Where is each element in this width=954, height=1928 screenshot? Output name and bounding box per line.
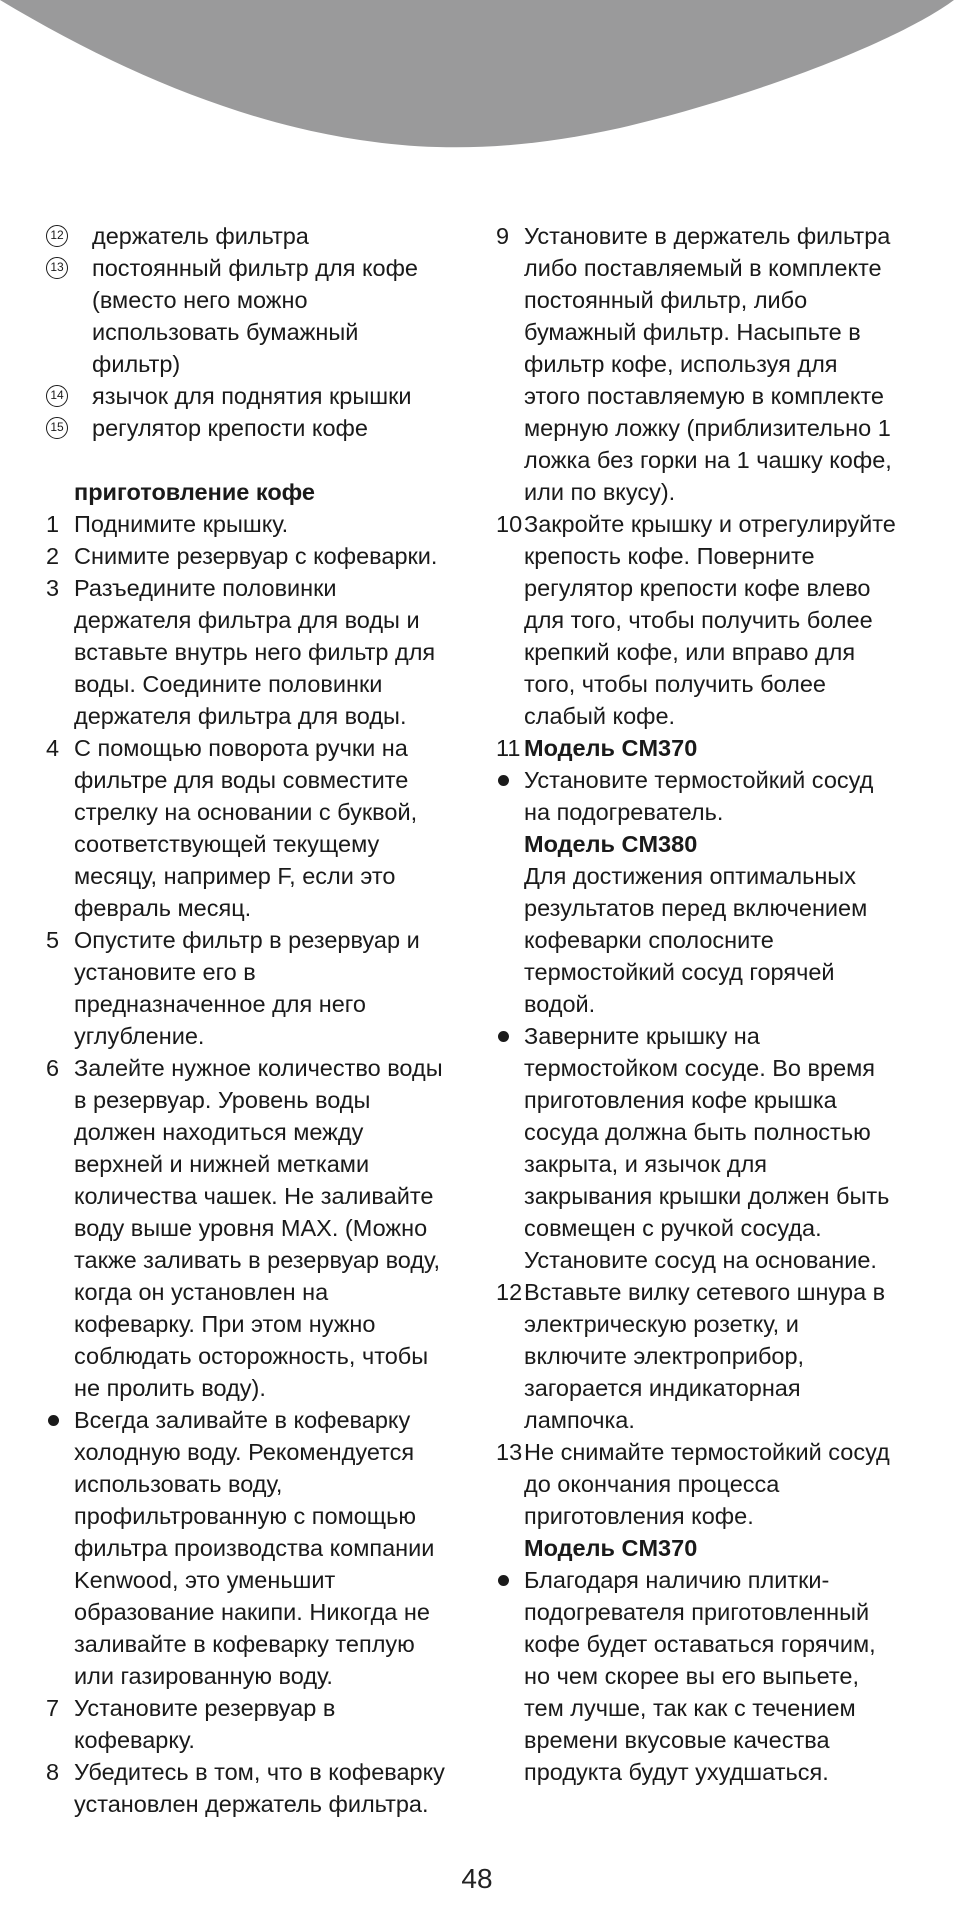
circled-number: 14 — [46, 385, 68, 407]
text-line: слабый кофе. — [524, 703, 676, 729]
step-number: 4 — [46, 735, 60, 761]
text-line: фильтр кофе, используя для — [524, 351, 838, 377]
text-line: образование накипи. Никогда не — [74, 1599, 430, 1625]
text-line: закрывания крышки должен быть — [524, 1183, 890, 1209]
text-line: стрелку на основании с буквой, — [74, 799, 418, 825]
right-column — [496, 220, 916, 1788]
text-line: февраль месяц. — [74, 895, 252, 921]
text-line: Убедитесь в том, что в кофеварку — [74, 1759, 445, 1785]
numbered-step — [46, 540, 466, 572]
numbered-step — [496, 1436, 916, 1532]
left-column — [46, 220, 466, 1820]
text-line: сосуда должна быть полностью — [524, 1119, 871, 1145]
text-line: включите электроприбор, — [524, 1343, 805, 1369]
text-line: для того, чтобы получить более — [524, 607, 873, 633]
step-number: 10 — [496, 511, 523, 537]
text-line: загорается индикаторная — [524, 1375, 801, 1401]
text-line: крепость кофе. Поверните — [524, 543, 815, 569]
text-line: Опустите фильтр в резервуар и — [74, 927, 420, 953]
numbered-step — [46, 1692, 466, 1756]
text-line: бумажный фильтр. Насыпьте в — [524, 319, 861, 345]
text-line: в резервуар. Уровень воды — [74, 1087, 371, 1113]
bullet-item — [496, 1564, 916, 1788]
text-line: количества чашек. Не заливайте — [74, 1183, 434, 1209]
header-wave-shape — [0, 0, 954, 147]
numbered-step — [46, 508, 466, 540]
step-number: 6 — [46, 1055, 60, 1081]
text-line: Kenwood, это уменьшит — [74, 1567, 336, 1593]
text-line: держатель фильтра — [92, 223, 309, 249]
step-number: 7 — [46, 1695, 60, 1721]
bullet-dot — [48, 1415, 59, 1426]
text-line: когда он установлен на — [74, 1279, 329, 1305]
bullet-dot — [498, 1031, 509, 1042]
text-line: использовать воду, — [74, 1471, 283, 1497]
text-line: установлен держатель фильтра. — [74, 1791, 429, 1817]
text-line: на подогреватель. — [524, 799, 724, 825]
text-line: Разъедините половинки — [74, 575, 337, 601]
text-line: приготовления кофе крышка — [524, 1087, 837, 1113]
text-line: продукта будут ухудшаться. — [524, 1759, 829, 1785]
step-number: 1 — [46, 511, 60, 537]
parts-list — [46, 220, 466, 444]
text-line: совмещен с ручкой сосуда. — [524, 1215, 822, 1241]
circled-number: 13 — [46, 257, 68, 279]
circled-number: 15 — [46, 417, 68, 439]
text-line: тем лучше, так как с течением — [524, 1695, 856, 1721]
bullet-item — [46, 1404, 466, 1692]
text-line: заливайте в кофеварку теплую — [74, 1631, 415, 1657]
text-line: фильтре для воды совместите — [74, 767, 409, 793]
right-steps — [496, 220, 916, 1788]
spacer — [46, 444, 466, 476]
text-line: Заверните крышку на — [524, 1023, 760, 1049]
bullet-item — [496, 764, 916, 828]
header-decorative-band — [0, 0, 954, 175]
text-line: Модель CM380 — [524, 831, 698, 857]
page-number: 48 — [461, 1863, 493, 1894]
text-line: Снимите резервуар с кофеварки. — [74, 543, 438, 569]
text-line: либо поставляемый в комплекте — [524, 255, 882, 281]
text-line: Модель CM370 — [524, 1535, 698, 1561]
text-line: приготовления кофе. — [524, 1503, 754, 1529]
text-line: держателя фильтра для воды и — [74, 607, 420, 633]
numbered-step — [496, 220, 916, 508]
text-line: Для достижения оптимальных — [524, 863, 856, 889]
text-line: постоянный фильтр, либо — [524, 287, 808, 313]
text-line: водой. — [524, 991, 596, 1017]
text-line: Установите в держатель фильтра — [524, 223, 891, 249]
parts-list-item — [46, 220, 466, 252]
text-line: Не снимайте термостойкий сосуд — [524, 1439, 890, 1465]
text-line: термостойкий сосуд горячей — [524, 959, 835, 985]
parts-list-item — [46, 252, 466, 380]
text-line: мерную ложку (приблизительно 1 — [524, 415, 891, 441]
text-line: должен находиться между — [74, 1119, 364, 1145]
parts-list-item — [46, 380, 466, 412]
text-line: воду выше уровня MAX. (Можно — [74, 1215, 428, 1241]
text-line: соответствующей текущему — [74, 831, 380, 857]
text-line: Установите термостойкий сосуд — [524, 767, 874, 793]
step-continuation — [496, 1532, 916, 1564]
text-line: профильтрованную с помощью — [74, 1503, 417, 1529]
text-line: Залейте нужное количество воды — [74, 1055, 443, 1081]
text-line: Установите сосуд на основание. — [524, 1247, 877, 1273]
text-line: подогревателя приготовленный — [524, 1599, 870, 1625]
step-number: 3 — [46, 575, 60, 601]
numbered-step — [496, 732, 916, 764]
step-continuation — [496, 828, 916, 860]
text-line: воды. Соедините половинки — [74, 671, 383, 697]
step-number: 11 — [496, 735, 521, 761]
bullet-dot — [498, 1575, 509, 1586]
text-line: Закройте крышку и отрегулируйте — [524, 511, 896, 537]
numbered-step — [46, 1052, 466, 1404]
step-continuation — [496, 860, 916, 1020]
parts-list-item — [46, 412, 466, 444]
text-line: предназначенное для него — [74, 991, 366, 1017]
text-line: Поднимите крышку. — [74, 511, 289, 537]
numbered-step — [496, 1276, 916, 1436]
text-line: ложка без горки на 1 чашку кофе, — [524, 447, 892, 473]
step-number: 13 — [496, 1439, 523, 1465]
text-line: Вставьте вилку сетевого шнура в — [524, 1279, 886, 1305]
text-line: держателя фильтра для воды. — [74, 703, 407, 729]
text-line: закрыта, и язычок для — [524, 1151, 768, 1177]
step-number: 2 — [46, 543, 60, 569]
text-line: кофеварку. При этом нужно — [74, 1311, 376, 1337]
numbered-step — [46, 924, 466, 1052]
text-line: фильтр) — [92, 351, 181, 377]
text-line: регулятор крепости кофе влево — [524, 575, 871, 601]
text-line: термостойком сосуде. Во время — [524, 1055, 876, 1081]
text-line: вставьте внутрь него фильтр для — [74, 639, 436, 665]
text-line: но чем скорее вы его выпьете, — [524, 1663, 860, 1689]
numbered-step — [46, 572, 466, 732]
numbered-step — [46, 1756, 466, 1820]
text-line: месяцу, например F, если это — [74, 863, 396, 889]
text-line: холодную воду. Рекомендуется — [74, 1439, 415, 1465]
circled-number: 12 — [46, 225, 68, 247]
text-line: крепкий кофе, или вправо для — [524, 639, 856, 665]
text-line: электрическую розетку, и — [524, 1311, 799, 1337]
text-line: установите его в — [74, 959, 256, 985]
text-line: или по вкусу). — [524, 479, 676, 505]
text-line: углубление. — [74, 1023, 205, 1049]
text-line: этого поставляемую в комплекте — [524, 383, 884, 409]
numbered-step — [46, 732, 466, 924]
section-heading: приготовление кофе — [74, 479, 315, 505]
text-line: верхней и нижней метками — [74, 1151, 370, 1177]
text-line: соблюдать осторожность, чтобы — [74, 1343, 429, 1369]
text-line: Установите резервуар в — [74, 1695, 336, 1721]
text-line: кофе будет оставаться горячим, — [524, 1631, 876, 1657]
text-line: (вместо него можно — [92, 287, 308, 313]
step-number: 8 — [46, 1759, 60, 1785]
text-line: Всегда заливайте в кофеварку — [74, 1407, 411, 1433]
text-line: использовать бумажный — [92, 319, 359, 345]
text-line: результатов перед включением — [524, 895, 868, 921]
step-number: 5 — [46, 927, 60, 953]
text-line: постоянный фильтр для кофе — [92, 255, 418, 281]
text-line: или газированную воду. — [74, 1663, 333, 1689]
text-line: не пролить воду). — [74, 1375, 266, 1401]
numbered-step — [496, 508, 916, 732]
step-number: 9 — [496, 223, 510, 249]
text-line: кофеварку. — [74, 1727, 195, 1753]
text-line: также заливать в резервуар воду, — [74, 1247, 440, 1273]
bullet-item — [496, 1020, 916, 1276]
text-line: Благодаря наличию плитки- — [524, 1567, 830, 1593]
text-line: лампочка. — [524, 1407, 635, 1433]
text-line: С помощью поворота ручки на — [74, 735, 408, 761]
text-line: до окончания процесса — [524, 1471, 780, 1497]
text-line: кофеварки сполосните — [524, 927, 774, 953]
text-line: регулятор крепости кофе — [92, 415, 368, 441]
text-line: времени вкусовые качества — [524, 1727, 830, 1753]
text-line: фильтра производства компании — [74, 1535, 435, 1561]
bullet-dot — [498, 775, 509, 786]
text-line: язычок для поднятия крышки — [92, 383, 412, 409]
step-number: 12 — [496, 1279, 523, 1305]
text-line: того, чтобы получить более — [524, 671, 826, 697]
left-steps — [46, 508, 466, 1820]
text-line: Модель CM370 — [524, 735, 698, 761]
